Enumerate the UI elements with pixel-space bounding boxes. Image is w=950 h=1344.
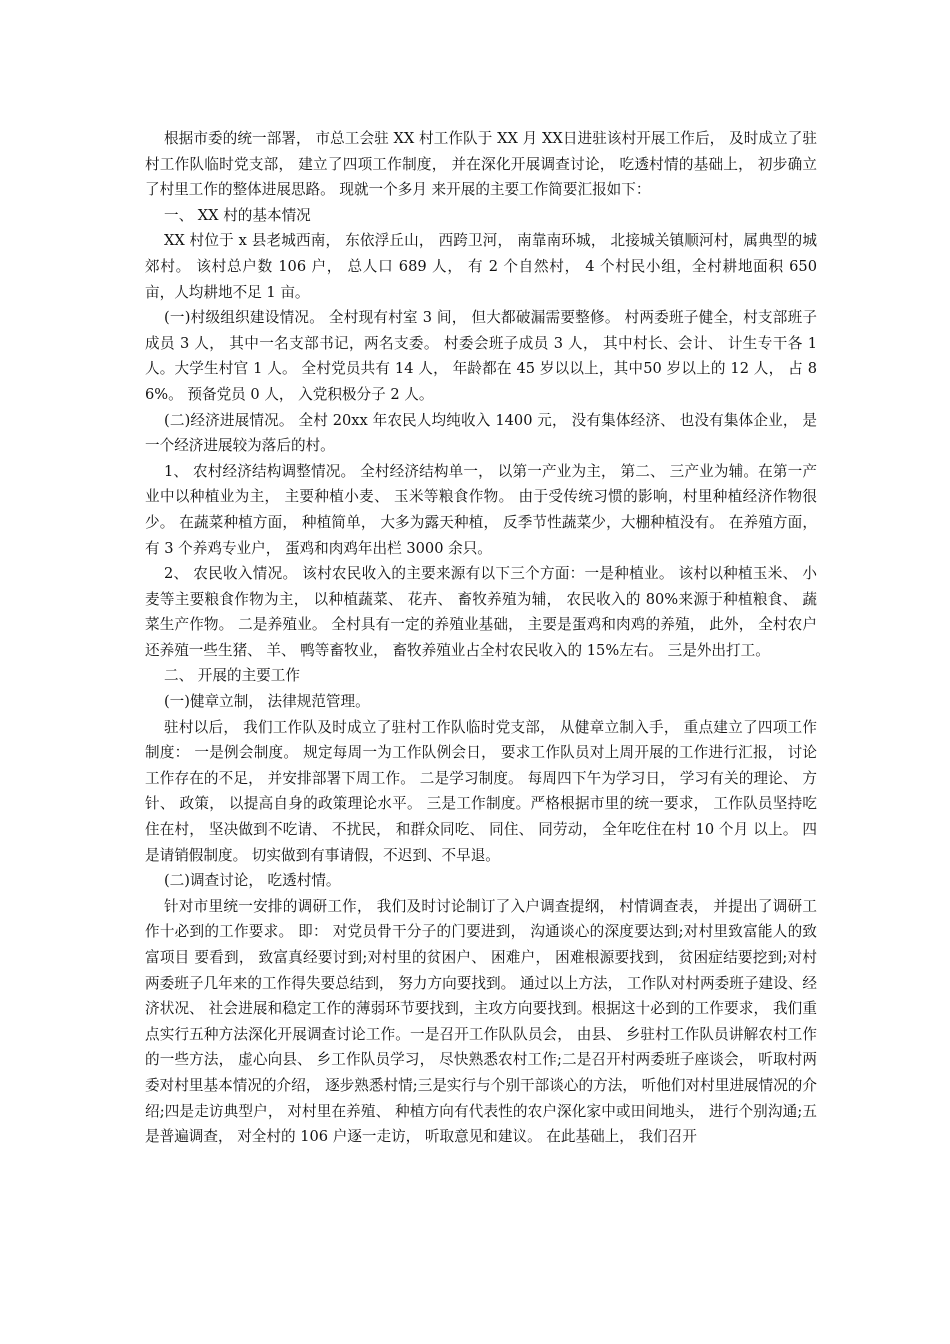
- economy-paragraph: (二)经济进展情况。 全村 20xx 年农民人均纯收入 1400 元， 没有集体经济、 也没有集体企业， 是一个经济进展较为落后的村。: [145, 411, 817, 455]
- organization-paragraph: (一)村级组织建设情况。 全村现有村室 3 间， 但大都破漏需要整修。 村两委班子健全，村支部班子成员 3 人， 其中一名支部书记，两名支委。 村委会班子成员 3 人， 其中村长、会计、 计生专干各 1 人。大学生村官 1 人。 全村党员共有 14 人， 年龄都在 45 岁以以上，其中50 岁以上的 12 人， 占 86%。 预备党员 0 人， 入党积极分子 2 人。: [145, 309, 817, 403]
- intro-paragraph: 根据市委的统一部署， 市总工会驻 XX 村工作队于 XX 月 XX日进驻该村开展工作后， 及时成立了驻村工作队临时党支部， 建立了四项工作制度， 并在深化开展调查讨论， 吃透村情的基础上， 初步确立了村里工作的整体进展思路。 现就一个多月 来开展的主要工作简要汇报如下：: [145, 130, 817, 199]
- section-heading-1: 一、 XX 村的基本情况: [163, 206, 311, 224]
- rules-paragraph: 驻村以后， 我们工作队及时成立了驻村工作队临时党支部， 从健章立制入手， 重点建立了四项工作制度： 一是例会制度。 规定每周一为工作队例会日， 要求工作队员对上周开展的工作进行汇报， 讨论工作存在的不足， 并安排部署下周工作。 二是学习制度。 每周四下午为学习日， 学习有关的理论、 方针、 政策， 以提高自身的政策理论水平。 三是工作制度。严格根据市里的统一要求， 工作队员坚持吃住在村， 坚决做到不吃请、 不扰民， 和群众同吃、 同住、 同劳动， 全年吃住在村 10 个月 以上。 四是请销假制度。 切实做到有事请假，不迟到、不早退。: [145, 718, 817, 864]
- income-paragraph: 2、 农民收入情况。 该村农民收入的主要来源有以下三个方面：一是种植业。 该村以种植玉米、 小麦等主要粮食作物为主， 以种植蔬菜、 花卉、 畜牧养殖为辅， 农民收入的 80%来源于种植粮食、 蔬菜生产作物。 二是养殖业。 全村具有一定的养殖业基础， 主要是蛋鸡和肉鸡的养殖， 此外， 全村农户还养殖一些生猪、 羊、 鸭等畜牧业， 畜牧养殖业占全村农民收入的 15%左右。 三是外出打工。: [145, 565, 817, 659]
- subsection-heading-survey: (二)调查讨论， 吃透村情。: [163, 872, 341, 890]
- section-heading-2: 二、 开展的主要工作: [163, 667, 300, 685]
- village-location-paragraph: XX 村位于 x 县老城西南， 东依浮丘山， 西跨卫河， 南靠南环城， 北接城关镇顺河村，属典型的城郊村。 该村总户数 106 户， 总人口 689 人， 有 2 个自然村， 4 个村民小组，全村耕地面积 650 亩，人均耕地不足 1 亩。: [145, 232, 817, 301]
- economic-structure-paragraph: 1、 农村经济结构调整情况。 全村经济结构单一， 以第一产业为主， 第二、 三产业为辅。在第一产业中以种植业为主， 主要种植小麦、 玉米等粮食作物。 由于受传统习惯的影响，村里种植经济作物很少。 在蔬菜种植方面， 种植简单， 大多为露天种植， 反季节性蔬菜少，大棚种植没有。 在养殖方面， 有 3 个养鸡专业户， 蛋鸡和肉鸡年出栏 3000 余只。: [145, 462, 817, 557]
- survey-paragraph: 针对市里统一安排的调研工作， 我们及时讨论制订了入户调查提纲， 村情调查表， 并提出了调研工作十必到的工作要求。 即： 对党员骨干分子的门要进到， 沟通谈心的深度要达到;对村里致富能人的致富项目 要看到， 致富真经要讨到;对村里的贫困户、 困难户， 困难根源要找到， 贫困症结要挖到;对村两委班子几年来的工作得失要总结到， 努力方向要找到。 通过以上方法， 工作队对村两委班子建设、经济状况、 社会进展和稳定工作的薄弱环节要找到，主攻方向要找到。根据这十必到的工作要求， 我们重点实行五种方法深化开展调查讨论工作。一是召开工作队队员会， 由县、 乡驻村工作队员讲解农村工作的一些方法， 虚心向县、 乡工作队员学习， 尽快熟悉农村工作;二是召开村两委班子座谈会， 听取村两委对村里基本情况的介绍， 逐步熟悉村情;三是实行与个别干部谈心的方法， 听他们对村里进展情况的介绍;四是走访典型户， 对村里在养殖、 种植方向有代表性的农户深化家中或田间地头， 进行个别沟通;五是普遍调查， 对全村的 106 户逐一走访， 听取意见和建议。 在此基础上， 我们召开: [145, 897, 817, 1146]
- subsection-heading-rules: (一)健章立制， 法律规范管理。: [163, 693, 370, 711]
- document-body: [145, 126, 817, 1150]
